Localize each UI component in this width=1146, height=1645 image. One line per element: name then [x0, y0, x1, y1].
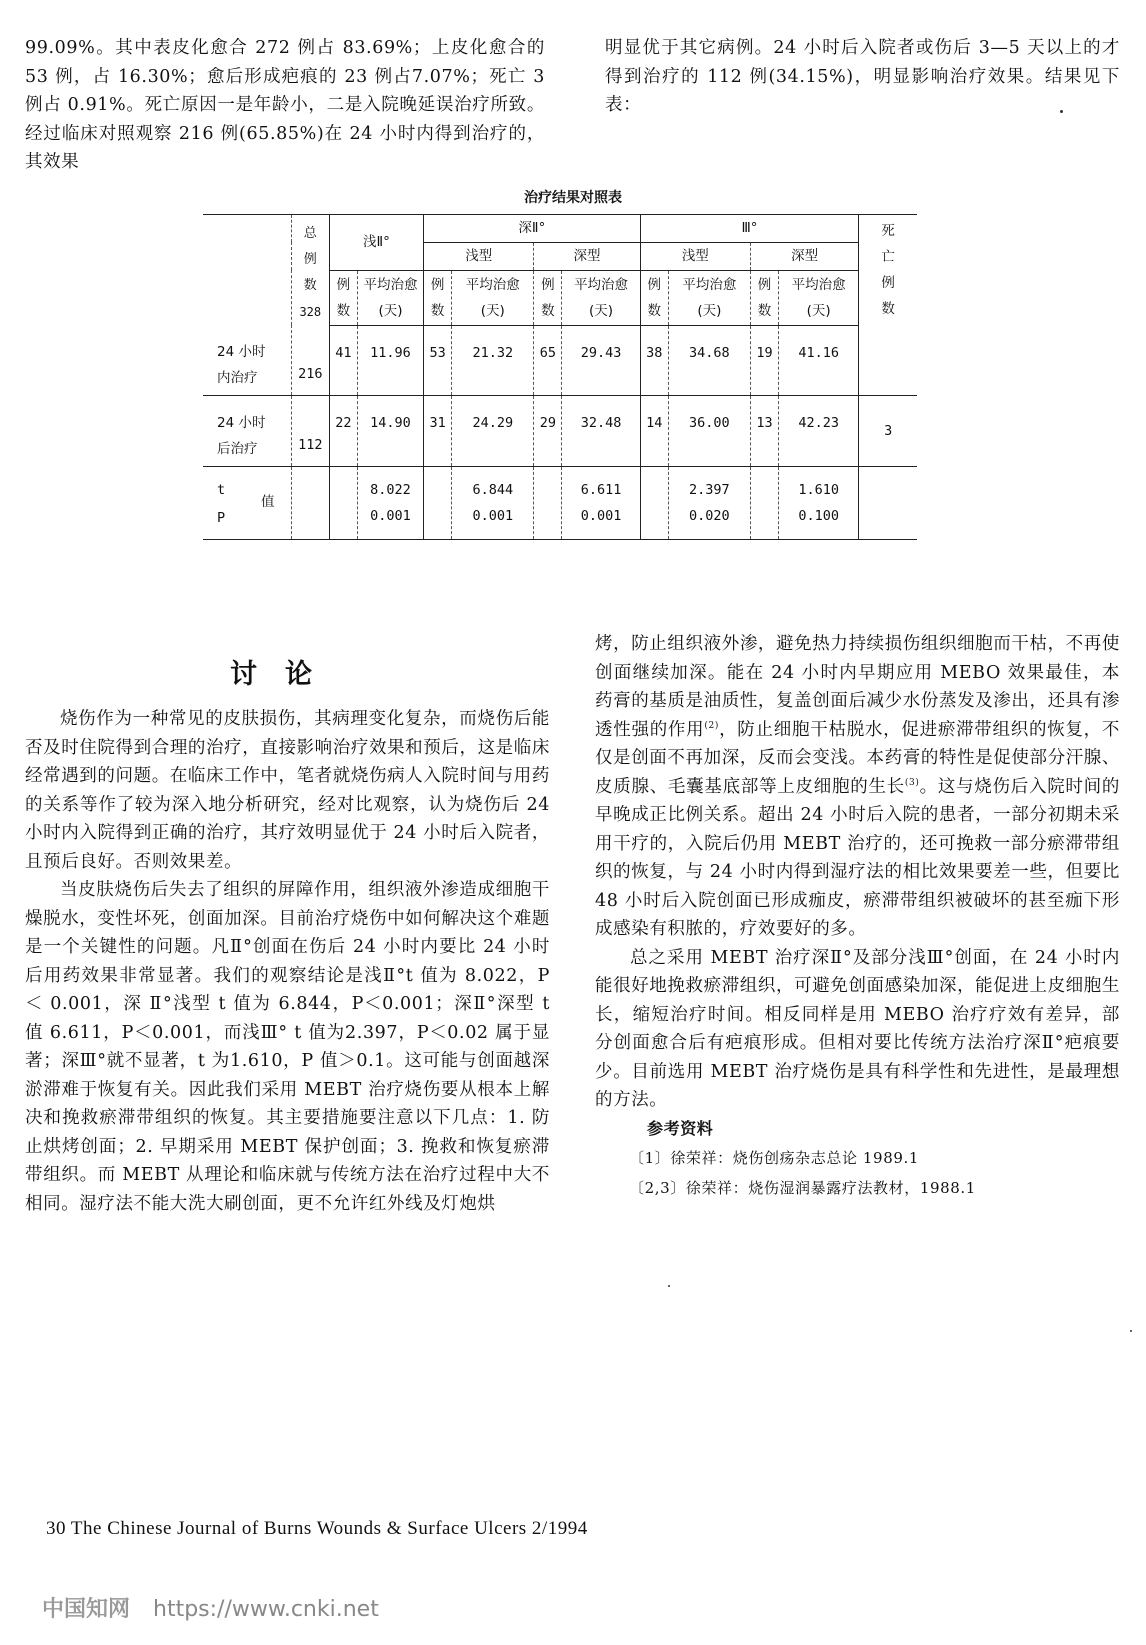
cases-header: 例数 — [336, 276, 351, 319]
top-right-column — [605, 34, 1120, 120]
bottom-right-column — [595, 630, 1120, 1203]
paragraph: 总之采用 MEBT 治疗深Ⅱ°及部分浅Ⅲ°创面，在 24 小时内能很好地挽救瘀滞组织，可避免创面感染加深，能促进上皮细胞生长，缩短治疗时间。相反同样是用 MEBO 治疗疗效有差异，部分创面愈合后有疤痕形成。但相对要比传统方法治疗深Ⅱ°疤痕要少。目前选用 MEBT 治疗烧伤是具有科学性和先进性，是最理想的方法。 — [595, 947, 1120, 1110]
t-value: 8.022 — [370, 482, 411, 498]
reference-item: 〔2,3〕徐荣祥：烧伤湿润暴露疗法教材，1988.1 — [629, 1179, 976, 1197]
t-value: 6.844 — [472, 482, 514, 498]
degree-3-header: Ⅲ° — [640, 215, 859, 243]
cnki-watermark — [42, 1592, 379, 1623]
references-title: 参考资料 — [647, 1118, 714, 1138]
cases-header: 例数 — [647, 276, 661, 319]
avg-header: 平均治愈(天) — [465, 276, 520, 319]
cases-header: 例数 — [757, 276, 772, 319]
deg3-shallow-type: 浅型 — [640, 242, 750, 270]
total-header: 总例数 328 — [291, 215, 329, 326]
reference-item: 〔1〕徐荣祥：烧伤创疡杂志总论 1989.1 — [629, 1149, 919, 1167]
table-caption: 治疗结果对照表 — [524, 190, 622, 206]
page-footer: 30 The Chinese Journal of Burns Wounds & Surface Ulcers 2/1994 — [46, 1518, 588, 1539]
p-value: 0.001 — [472, 508, 514, 524]
p-value: 0.100 — [798, 508, 839, 524]
results-table — [203, 214, 917, 540]
p-value: 0.020 — [689, 508, 730, 524]
top-left-column — [25, 34, 545, 177]
p-value: 0.001 — [580, 508, 622, 524]
death-header: 死亡例数 — [859, 215, 917, 326]
table-row-tp: t P 值 8.022 0.001 6.844 0.001 6.611 0.001 2.397 0.020 1.610 0.100 — [203, 467, 917, 540]
paragraph: 99.09%。其中表皮化愈合 272 例占 83.69%；上皮化愈合的 53 例，占 16.30%；愈后形成疤痕的 23 例占7.07%；死亡 3 例占 0.91%。死亡原因一是年龄小，二是入院晚延误治疗所致。经过临床对照观察 216 例(65.85%)在 24 小时内得到治疗的，其效果 — [25, 38, 545, 172]
bottom-left-column — [25, 705, 550, 1218]
avg-header: 平均治愈(天) — [574, 276, 629, 319]
watermark-brand: 中国知网 — [42, 1597, 131, 1622]
paragraph: 当皮肤烧伤后失去了组织的屏障作用，组织液外渗造成细胞干燥脱水，变性坏死，创面加深。目前治疗烧伤中如何解决这个难题是一个关键性的问题。凡Ⅱ°创面在伤后 24 小时内要比 24 小时后用药效果非常显著。我们的观察结论是浅Ⅱ°t 值为 8.022，P ＜ 0.001，深 Ⅱ°浅型 t 值为 6.844，P＜0.001；深Ⅱ°深型 t 值 6.611，P＜0.001，而浅Ⅲ° t 值为2.397，P＜0.02 属于显著；深Ⅲ°就不显著，t 为1.610，P 值＞0.1。这可能与创面越深淤滞难于恢复有关。因此我们采用 MEBT 治疗烧伤要从根本上解决和挽救瘀滞带组织的恢复。其主要措施要注意以下几点：1. 防止烘烤创面；2. 早期采用 MEBT 保护创面；3. 挽救和恢复瘀滞带组织。而 MEBT 从理论和临床就与传统方法在治疗过程中大不相同。湿疗法不能大洗大刷创面，更不允许红外线及灯炮烘 — [25, 880, 550, 1214]
paragraph: 烧伤作为一种常见的皮肤损伤，其病理变化复杂，而烧伤后能否及时住院得到合理的治疗，直接影响治疗效果和预后，这是临床经常遇到的问题。在临床工作中，笔者就烧伤病人入院时间与用药的关系等作了较为深入地分析研究，经对比观察，认为烧伤后 24 小时内入院得到正确的治疗，其疗效明显优于 24 小时后入院者，且预后良好。否则效果差。 — [25, 709, 550, 872]
t-value: 1.610 — [798, 482, 839, 498]
t-value: 2.397 — [689, 482, 730, 498]
table-corner — [203, 215, 291, 326]
table-row: 24 小时 内治疗 216 41 11.96 53 21.32 65 29.43 38 34.68 19 41.16 — [203, 325, 917, 396]
deep2-shallow-type: 浅型 — [424, 242, 534, 270]
speck — [1130, 1330, 1132, 1332]
avg-header: 平均治愈(天) — [682, 276, 737, 319]
paragraph: 明显优于其它病例。24 小时后入院者或伤后 3—5 天以上的才得到治疗的 112 例(34.15%)，明显影响治疗效果。结果见下表： — [605, 38, 1120, 115]
citation: (2) — [704, 720, 719, 731]
paragraph: 烤，防止组织液外渗，避免热力持续损伤组织细胞而干枯，不再使创面继续加深。能在 24 小时内早期应用 MEBO 效果最佳，本药膏的基质是油质性，复盖创面后减少水份蒸发及渗出，还具有渗透性强的作用$^{(2)}$，防止细胞干枯脱水，促进瘀滞带组织的恢复，不仅是创面不再加深，反而会变浅。本药膏的特性是促使部分汗腺、皮质腺、毛囊基底部等上皮细胞的生长$^{(3)}$。这与烧伤后入院时间的早晚成正比例关系。超出 24 小时后入院的患者，一部分初期未采用干疗的，入院后仍用 MEBT 治疗的，还可挽救一部分瘀滞带组织的恢复，与 24 小时内得到湿疗法的相比效果要差一些，但要比 48 小时后入院创面已形成痂皮，瘀滞带组织被破坏的甚至痂下形成感染有积脓的，疗效要好的多。 — [595, 634, 1120, 939]
shallow-2-header: 浅Ⅱ° — [329, 215, 423, 271]
cases-header: 例数 — [541, 276, 555, 319]
deep2-deep-type: 深型 — [534, 242, 640, 270]
speck — [668, 1285, 670, 1287]
table-row: 24 小时 后治疗 112 22 14.90 31 24.29 29 32.48 14 36.00 13 42.23 3 — [203, 396, 917, 467]
avg-header: 平均治愈(天) — [791, 276, 846, 319]
watermark-url: https://www.cnki.net — [153, 1597, 379, 1622]
citation: (3) — [904, 777, 920, 788]
avg-header: 平均治愈(天) — [363, 276, 418, 319]
deep-2-header: 深Ⅱ° — [424, 215, 641, 243]
section-heading: 讨论 — [230, 659, 340, 690]
p-value: 0.001 — [370, 508, 411, 524]
t-value: 6.611 — [580, 482, 622, 498]
deg3-deep-type: 深型 — [750, 242, 858, 270]
cases-header: 例数 — [430, 276, 445, 319]
speck — [1060, 110, 1063, 113]
